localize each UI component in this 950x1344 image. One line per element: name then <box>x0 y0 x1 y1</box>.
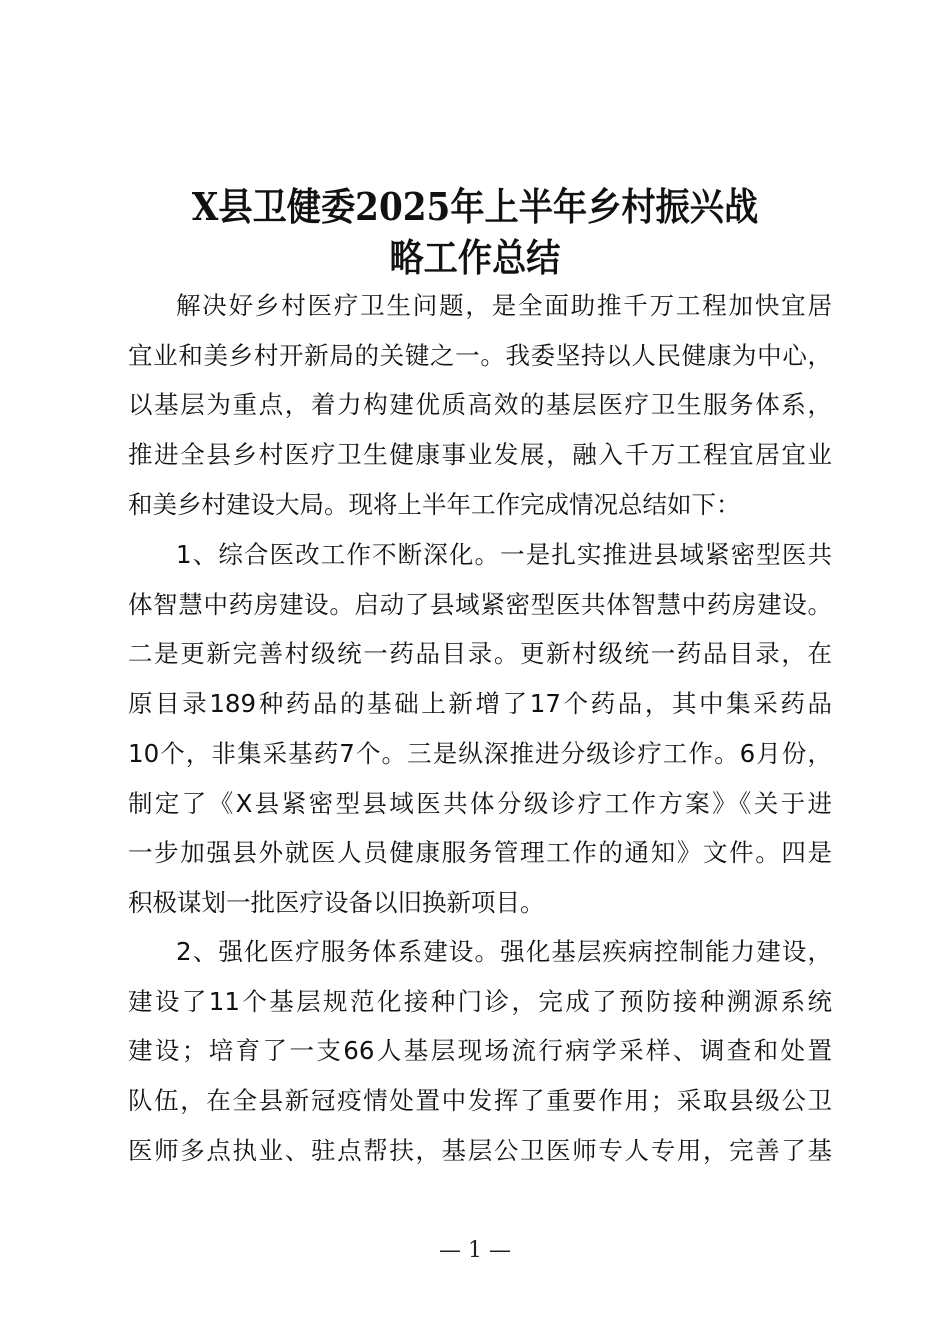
paragraph-line: 二是更新完善村级统一药品目录。更新村级统一药品目录，在 <box>128 639 832 669</box>
page-number: — 1 — <box>439 1238 511 1263</box>
paragraph-line: 和美乡村建设大局。现将上半年工作完成情况总结如下： <box>128 489 741 519</box>
paragraph-line: 建设；培育了一支66人基层现场流行病学采样、调查和处置 <box>128 1036 832 1066</box>
title-line: 略工作总结 <box>389 235 561 280</box>
paragraph-line: 解决好乡村医疗卫生问题，是全面助推千万工程加快宜居 <box>176 291 832 320</box>
paragraph-line: 医师多点执业、驻点帮扶，基层公卫医师专人专用，完善了基 <box>128 1135 832 1165</box>
paragraph-line: 一步加强县外就医人员健康服务管理工作的通知》文件。四是 <box>128 838 832 868</box>
paragraph-line: 制定了《X县紧密型县域医共体分级诊疗工作方案》《关于进 <box>128 788 832 818</box>
paragraph-line: 推进全县乡村医疗卫生健康事业发展，融入千万工程宜居宜业 <box>128 440 832 470</box>
paragraph-line: 原目录189种药品的基础上新增了17个药品，其中集采药品 <box>128 689 832 719</box>
paragraph-line: 以基层为重点，着力构建优质高效的基层医疗卫生服务体系， <box>128 390 832 420</box>
paragraph-line: 1、综合医改工作不断深化。一是扎实推进县域紧密型医共 <box>176 540 832 569</box>
paragraph-line: 宜业和美乡村开新局的关键之一。我委坚持以人民健康为中心， <box>128 340 832 370</box>
paragraph-line: 体智慧中药房建设。启动了县域紧密型医共体智慧中药房建设。 <box>128 589 832 619</box>
title-line: X县卫健委2025年上半年乡村振兴战 <box>191 184 759 229</box>
paragraph-line: 10个，非集采基药7个。三是纵深推进分级诊疗工作。6月份， <box>128 738 832 768</box>
paragraph-line: 队伍，在全县新冠疫情处置中发挥了重要作用；采取县级公卫 <box>128 1086 832 1116</box>
paragraph-line: 2、强化医疗服务体系建设。强化基层疾病控制能力建设， <box>176 937 832 966</box>
paragraph-line: 建设了11个基层规范化接种门诊，完成了预防接种溯源系统 <box>128 986 832 1016</box>
paragraph-line: 积极谋划一批医疗设备以旧换新项目。 <box>128 887 545 917</box>
